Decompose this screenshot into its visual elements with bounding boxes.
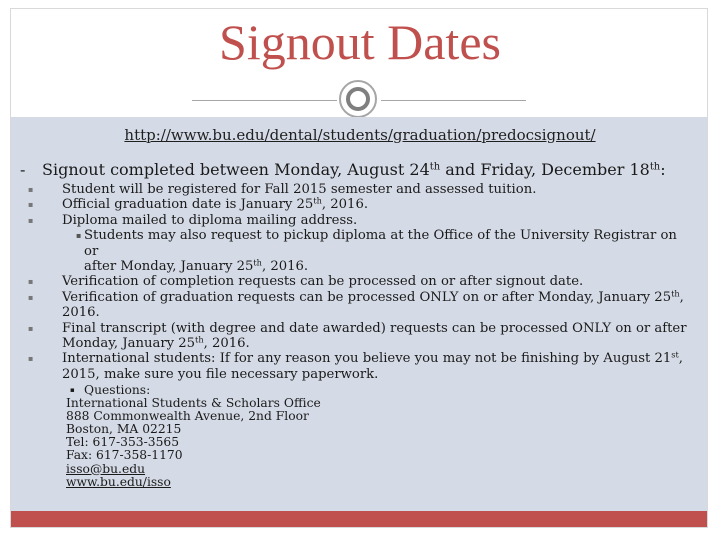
website-link[interactable]: www.bu.edu/isso — [66, 474, 171, 489]
list-item: ▪ Verification of graduation requests can be processed ONLY on or after Monday, January 25th, 2016. — [28, 288, 684, 321]
bottom-accent-bar — [11, 511, 707, 527]
dash-bullet: - — [20, 160, 26, 179]
questions-label: ▪ Questions: — [70, 383, 151, 397]
bullet-icon: ▪ — [76, 231, 82, 241]
office-name: International Students & Scholars Office — [66, 396, 321, 411]
title-divider-right — [381, 100, 526, 101]
list-subitem: ▪ Students may also request to pickup diploma at the Office of the University Registrar on or after Monday, January 25th, 2016. — [76, 228, 677, 275]
signout-link[interactable]: http://www.bu.edu/dental/students/graduation/predocsignout/ — [124, 126, 596, 144]
circle-ornament-icon — [339, 80, 377, 118]
isso-contact-block — [66, 384, 321, 489]
bullet-icon: ▪ — [28, 323, 34, 333]
bullet-icon: ▪ — [28, 292, 34, 302]
office-fax: Fax: 617-358-1170 — [66, 448, 183, 463]
office-phone: Tel: 617-353-3565 — [66, 435, 180, 450]
office-address: 888 Commonwealth Avenue, 2nd Floor — [66, 409, 309, 424]
email-link[interactable]: isso@bu.edu — [66, 461, 146, 476]
title-divider-left — [192, 100, 337, 101]
bullet-icon: ▪ — [28, 185, 34, 194]
list-item: ▪ International students: If for any reason you believe you may not be finishing by August 21st, 2015, make sure you file necessary paperwork. — [28, 349, 683, 382]
slide-title: Signout Dates — [219, 14, 501, 70]
bullet-icon: ▪ — [70, 386, 75, 394]
list-item: ▪ Official graduation date is January 25th, 2016. — [28, 195, 369, 213]
bullet-icon: ▪ — [28, 200, 34, 210]
bullet-icon: ▪ — [28, 277, 34, 287]
list-item: ▪ Diploma mailed to diploma mailing address. — [28, 212, 358, 228]
bullet-icon: ▪ — [28, 215, 34, 225]
office-city: Boston, MA 02215 — [66, 422, 182, 437]
list-item: ▪ Student will be registered for Fall 2015 semester and assessed tuition. — [28, 182, 537, 197]
signout-heading: - Signout completed between Monday, August 24th and Friday, December 18th: — [20, 160, 666, 179]
bullet-icon: ▪ — [28, 354, 34, 364]
list-item: ▪ Verification of completion requests can be processed on or after signout date. — [28, 274, 584, 290]
list-item: ▪ Final transcript (with degree and date awarded) requests can be processed ONLY on or after Monday, January 25th, 2016. — [28, 320, 687, 352]
signout-details-list — [28, 182, 692, 382]
